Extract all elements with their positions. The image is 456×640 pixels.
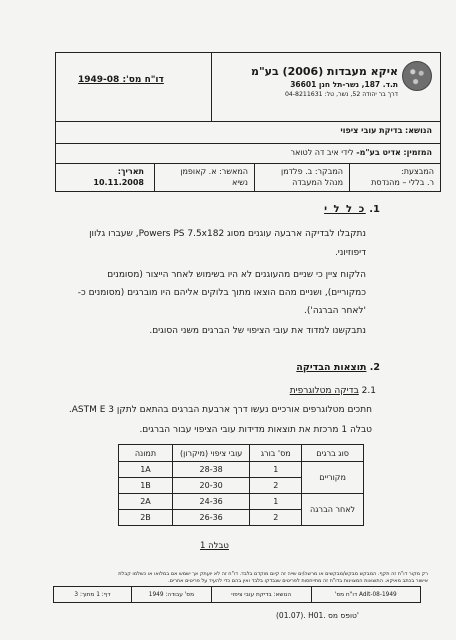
subsection-title: בדיקה מטלוגרפית [289,386,359,396]
section-2-number: 2. [369,362,380,373]
checked-by: המבקר: ב. פלדמן [281,167,343,176]
signatures-row [56,163,440,191]
group-cell: לאחר הברגה [302,494,364,526]
column-header: סוג ברגים [302,445,364,462]
disclaimer-line: רק מקור דו"ח זה תקף. המבקש מבקש/מבקשים או מרשה/ים שייה זה קיום מוקדם בלבד. דו"ח זה לא יועתק אך ישמש אם במלואו או כשלמו קבלת [118,571,428,577]
cell: 1B [119,478,173,494]
cell: 2B [119,510,173,526]
disclaimer-line: אישור בכתב מאיקא. התוצאות המצוינות בדו"ח זה מתייחסות לפריטים שנבדקו בלבד ואין בהם כדי להעיד על פריטים אחרים. [168,578,428,584]
client-attention: לידי איב דה לטואר [290,148,354,157]
table-header-row [119,445,364,462]
section-1-number: 1. [369,204,380,215]
checked-cell [254,163,350,191]
section-1-title: כ ל ל י [324,204,366,215]
cell: 2 [250,510,302,526]
lab-contact: דרך בר יהודה 52, נשר, טל: 04-8211631 [284,91,398,98]
section-1-heading [324,204,380,215]
form-number: (01.07). H01. טופס מס' [276,611,359,620]
cell: 28-38 [172,462,249,478]
cell: 1 [250,462,302,478]
paragraph: חתכים מטלוגרפים אורכיים נעשו דרך ארבעת הברגים בהתאם לתקן ASTM E 3. [68,405,372,415]
client-row [56,143,440,164]
section-2-heading [296,362,380,373]
subject-value: בדיקת עובי ציפוי [340,126,403,135]
performed-cell [350,163,440,191]
section-2-title: תוצאות הבדיקה [296,362,367,373]
lab-logo-icon [402,61,432,91]
approved-by: המאשר: א. קאופמן [180,167,248,176]
cell: 2 [250,478,302,494]
paragraph: טבלה 1 מרכזת את תוצאות מדידות עובי הציפוי עבור הברגים. [139,425,372,435]
column-header: מס' בורג [250,445,302,462]
header-top-row [56,53,440,122]
group-cell: מקוריים [302,462,364,494]
performed-by: ר. בללי – מהנדסת [371,178,434,187]
column-header: עובי ציפוי (מיקרון) [172,445,249,462]
subject-label: הנושא: [405,126,432,135]
footer-job-no: מס' עבודה: 1949 [131,587,211,602]
subsection-2-1-heading [290,386,376,396]
paragraph: 'לאחר הברגה'). [303,306,366,316]
approved-role: נשיא [231,178,248,187]
paragraph: נתקבלו לבדיקה ארבעה עוגנים מסוג Powers PS 7.5x182, שעברו גלוון [89,229,366,239]
footer-subject: הנושא: בדיקת עובי ציפוי [211,587,311,602]
cell: 20-30 [172,478,249,494]
subsection-number: 2.1 [361,386,376,396]
footer-doc-ref: Adit-08-1949 דו"ח מס' [311,587,421,602]
date-value: 10.11.2008 [93,178,144,187]
disclaimer [48,571,428,585]
date-cell [53,163,155,191]
cell: 26-36 [172,510,249,526]
lab-name: איקא מעבדות (2006) בע"מ [250,65,398,78]
report-header [55,52,441,192]
paragraph: הלקוח ציין כי שניים מהעוגנים לא היו בשימוש לאחר הייצור (מסומנים [107,270,366,280]
footer-box [53,586,421,603]
column-header: תמונה [119,445,173,462]
cell: 1 [250,494,302,510]
header-divider [211,53,212,121]
table-caption: טבלה 1 [200,541,229,551]
cell: 1A [119,462,173,478]
lab-address: ת.ד. 187, נשר-תל חנן 36601 [290,80,398,89]
footer-page: דף: 1 מתוך: 3 [74,591,111,598]
cell: 24-36 [172,494,249,510]
results-table [118,444,364,526]
date-label: תאריך: [117,167,144,176]
approved-cell [154,163,255,191]
paragraph: נתבקשנו למדוד את עובי הציפוי של הברגים משני הסוגים. [149,326,366,336]
cell: 2A [119,494,173,510]
client-label: המזמין: [403,148,432,157]
report-number: דו"ח מס': 1949-08 [78,75,164,85]
paragraph: דיפוזיוני. [334,248,366,258]
client-value: אדיט בע"מ- [356,148,401,157]
subject-row [56,121,440,144]
performed-label: המבצעת: [401,167,434,176]
checked-role: מנהל המעבדה [292,178,343,187]
paragraph: כמקוריים), ושניים מהם הוצאו מתוך בלוקים אליהם היו מוברגים (מסומנים כ- [77,288,366,298]
